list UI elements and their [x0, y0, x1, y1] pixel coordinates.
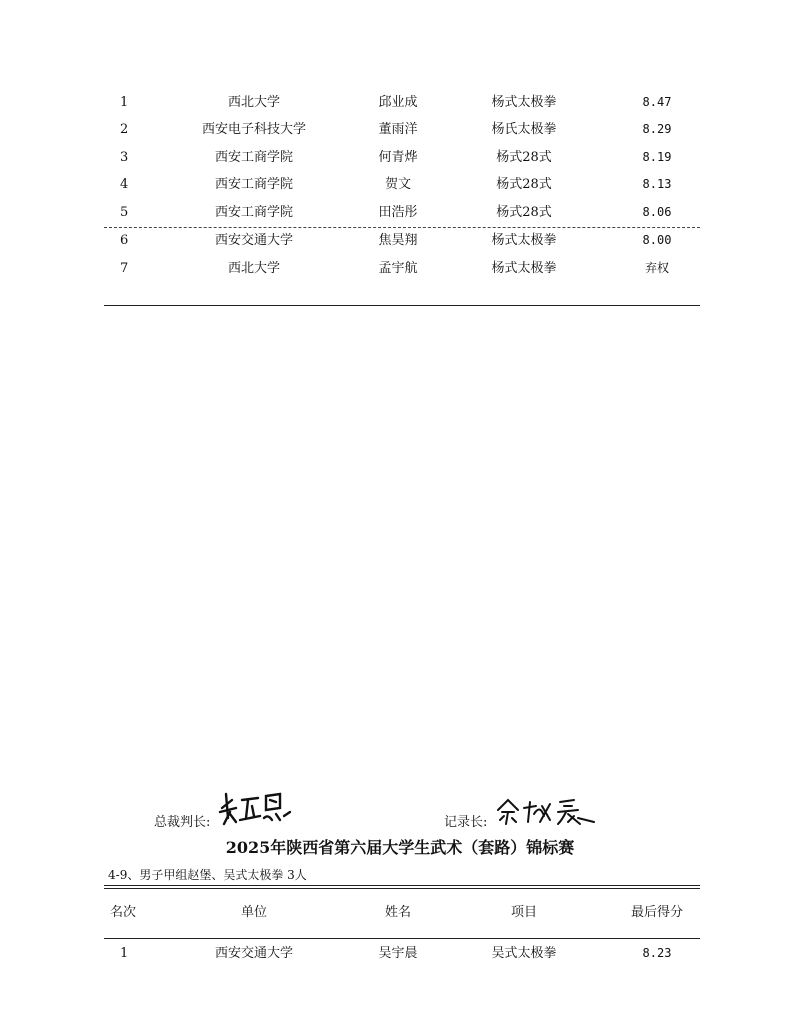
table-row [104, 171, 700, 198]
score-cell: 8.29 [642, 122, 672, 136]
rank-cell: 1 [120, 946, 129, 961]
unit-cell: 西安电子科技大学 [202, 122, 307, 137]
header-top-rule-inner [104, 888, 700, 889]
event-cell: 杨式太极拳 [491, 261, 557, 276]
table-row [104, 255, 700, 282]
unit-cell: 西北大学 [228, 261, 281, 276]
event-cell: 杨式28式 [496, 150, 552, 165]
rank-cell: 6 [120, 233, 129, 248]
name-cell: 吴宇晨 [378, 946, 418, 961]
name-cell: 田浩彤 [378, 205, 418, 220]
rank-cell: 5 [120, 205, 129, 220]
recorder-signature [494, 794, 604, 828]
unit-cell: 西安交通大学 [215, 233, 294, 248]
header-bottom-rule [104, 938, 700, 939]
chief-judge-signature [218, 788, 298, 828]
event-cell: 杨式太极拳 [491, 95, 557, 110]
rank-cell: 4 [120, 177, 129, 192]
name-cell: 贺文 [385, 177, 412, 192]
score-cell: 8.06 [642, 205, 672, 219]
unit-cell: 西安交通大学 [215, 946, 294, 961]
unit-cell: 西安工商学院 [215, 177, 294, 192]
event-cell: 杨式太极拳 [491, 233, 557, 248]
table-row [104, 227, 700, 254]
table-row [104, 144, 700, 171]
rank-cell: 2 [120, 122, 129, 137]
table-row [104, 116, 700, 143]
event-cell: 杨氏太极拳 [491, 122, 557, 137]
score-cell: 8.19 [642, 150, 672, 164]
score-cell: 8.00 [642, 233, 672, 247]
name-cell: 邱业成 [378, 95, 418, 110]
table-row [104, 940, 700, 967]
header-score: 最后得分 [631, 905, 684, 920]
header-rank: 名次 [110, 905, 137, 920]
table-row [104, 199, 700, 226]
unit-cell: 西安工商学院 [215, 205, 294, 220]
header-event: 项目 [511, 905, 538, 920]
score-cell: 8.47 [642, 95, 672, 109]
rank-cell: 3 [120, 150, 129, 165]
name-cell: 焦昊翔 [378, 233, 418, 248]
event-cell: 杨式28式 [496, 205, 552, 220]
score-cell: 弃权 [645, 261, 670, 275]
table-row [104, 89, 700, 116]
name-cell: 何青烨 [378, 150, 418, 165]
score-cell: 8.23 [642, 946, 672, 960]
event-subtitle: 4-9、男子甲组赵堡、吴式太极拳 3人 [108, 868, 307, 882]
header-unit: 单位 [241, 905, 268, 920]
name-cell: 董雨洋 [378, 122, 418, 137]
recorder-label: 记录长: [444, 815, 488, 830]
rank-cell: 7 [120, 261, 129, 276]
table-bottom-rule [104, 305, 700, 306]
header-top-rule [104, 885, 700, 886]
unit-cell: 西北大学 [228, 95, 281, 110]
event-cell: 杨式28式 [496, 177, 552, 192]
competition-title: 2025年陕西省第六届大学生武术（套路）锦标赛 [225, 838, 575, 857]
rank-cell: 1 [120, 95, 129, 110]
header-name: 姓名 [385, 905, 412, 920]
name-cell: 孟宇航 [378, 261, 418, 276]
unit-cell: 西安工商学院 [215, 150, 294, 165]
chief-judge-label: 总裁判长: [154, 815, 211, 830]
event-cell: 吴式太极拳 [491, 946, 557, 961]
table-header-row [104, 899, 700, 926]
score-cell: 8.13 [642, 177, 672, 191]
